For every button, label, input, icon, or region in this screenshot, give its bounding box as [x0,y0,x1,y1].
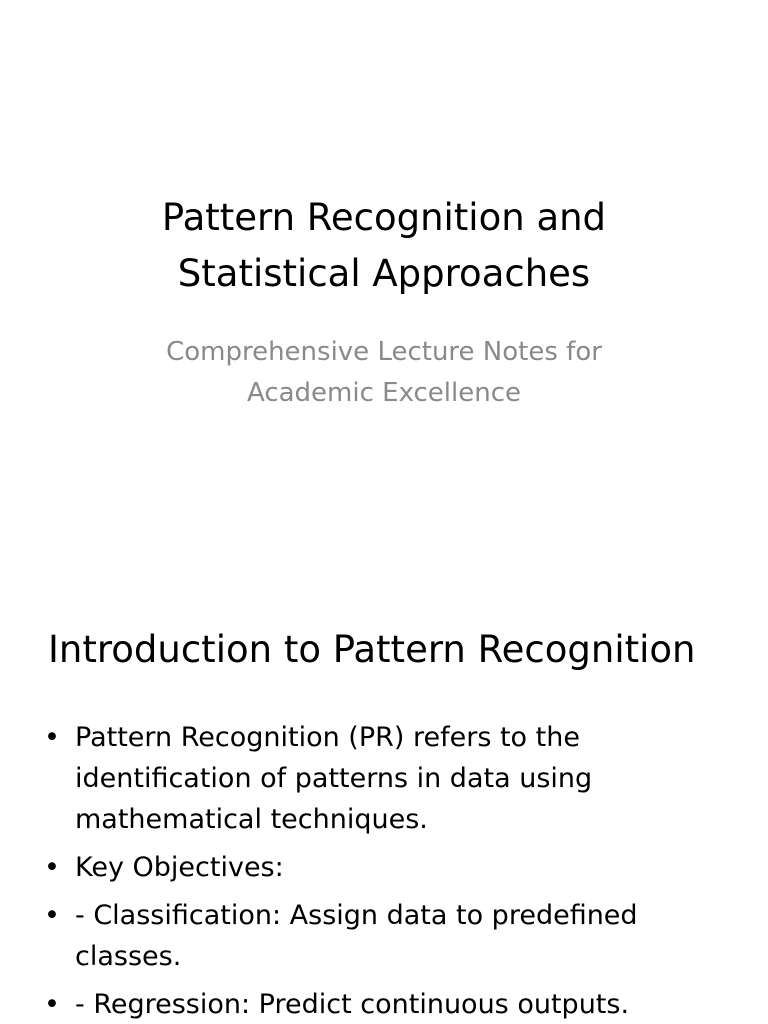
slide-subtitle [104,332,664,414]
bullet-text: Pattern Recognition (PR) refers to the identification of patterns in data using mathematical techniques. [75,722,593,835]
bullet-item [44,984,684,1024]
bullet-item [44,847,684,888]
bullet-list [44,717,684,1024]
bullet-text: Key Objectives: [75,852,284,883]
bullet-dot-icon: • [44,852,60,883]
content-slide [0,576,768,1024]
bullet-item [44,895,684,977]
bullet-item [44,717,684,840]
slide-subtitle-line-1: Comprehensive Lecture Notes for [166,337,602,367]
slide-title-line-1: Pattern Recognition and [161,196,607,239]
bullet-dot-icon: • [44,722,60,753]
slide-subtitle-line-2: Academic Excellence [246,378,522,408]
slide-title [84,190,684,302]
bullet-dot-icon: • [44,989,60,1020]
slide-title-line-2: Statistical Approaches [177,252,591,295]
bullet-text: - Classification: Assign data to predefined classes. [75,900,638,972]
bullet-text: - Regression: Predict continuous outputs. [75,989,630,1020]
bullet-dot-icon: • [44,900,60,931]
slide-heading: Introduction to Pattern Recognition [48,628,696,671]
